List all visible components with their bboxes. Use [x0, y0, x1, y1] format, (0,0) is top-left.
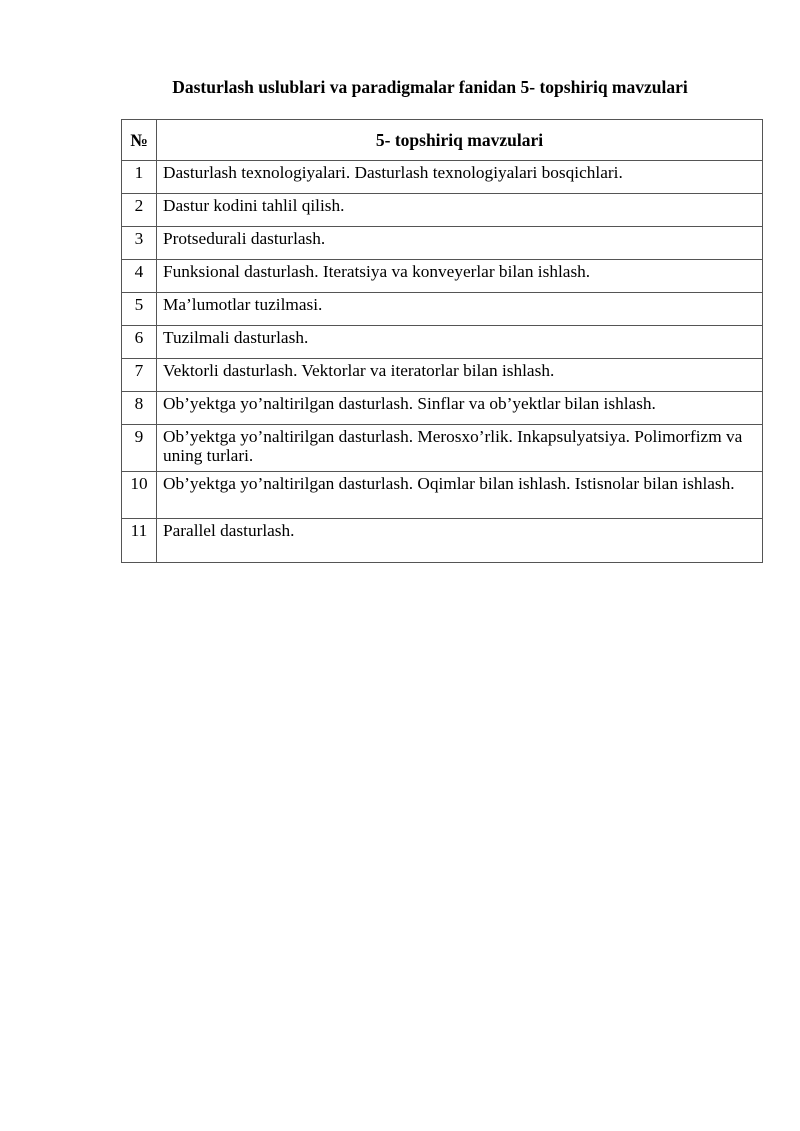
table-row	[122, 227, 763, 260]
row-number: 3	[122, 227, 157, 260]
row-topic: Parallel dasturlash.	[157, 519, 763, 563]
document-title: Dasturlash uslublari va paradigmalar fanidan 5- topshiriq mavzulari	[172, 77, 688, 97]
row-topic: Ob’yektga yo’naltirilgan dasturlash. Oqimlar bilan ishlash. Istisnolar bilan ishlash.	[157, 472, 763, 519]
row-topic: Vektorli dasturlash. Vektorlar va iteratorlar bilan ishlash.	[157, 359, 763, 392]
table-row	[122, 472, 763, 519]
row-topic: Ob’yektga yo’naltirilgan dasturlash. Sinflar va ob’yektlar bilan ishlash.	[157, 392, 763, 425]
row-number: 8	[122, 392, 157, 425]
row-number: 5	[122, 293, 157, 326]
row-number: 2	[122, 194, 157, 227]
row-number: 6	[122, 326, 157, 359]
row-number: 9	[122, 425, 157, 472]
table-row	[122, 425, 763, 472]
row-topic: Ob’yektga yo’naltirilgan dasturlash. Merosxo’rlik. Inkapsulyatsiya. Polimorfizm va uning turlari.	[157, 425, 763, 472]
table-row	[122, 392, 763, 425]
row-topic: Protsedurali dasturlash.	[157, 227, 763, 260]
row-topic: Dasturlash texnologiyalari. Dasturlash texnologiyalari bosqichlari.	[157, 161, 763, 194]
number-column-header: №	[122, 120, 157, 161]
row-number: 11	[122, 519, 157, 563]
row-topic: Dastur kodini tahlil qilish.	[157, 194, 763, 227]
table-row	[122, 161, 763, 194]
row-topic: Tuzilmali dasturlash.	[157, 326, 763, 359]
row-number: 7	[122, 359, 157, 392]
row-number: 10	[122, 472, 157, 519]
table-row	[122, 194, 763, 227]
table-row	[122, 359, 763, 392]
table-header-row	[122, 120, 763, 161]
table-row	[122, 293, 763, 326]
row-number: 4	[122, 260, 157, 293]
table-row	[122, 326, 763, 359]
table-row	[122, 519, 763, 563]
topic-column-header: 5- topshiriq mavzulari	[157, 120, 763, 161]
row-topic: Ma’lumotlar tuzilmasi.	[157, 293, 763, 326]
table-row	[122, 260, 763, 293]
topics-table	[121, 119, 763, 563]
row-topic: Funksional dasturlash. Iteratsiya va konveyerlar bilan ishlash.	[157, 260, 763, 293]
row-number: 1	[122, 161, 157, 194]
